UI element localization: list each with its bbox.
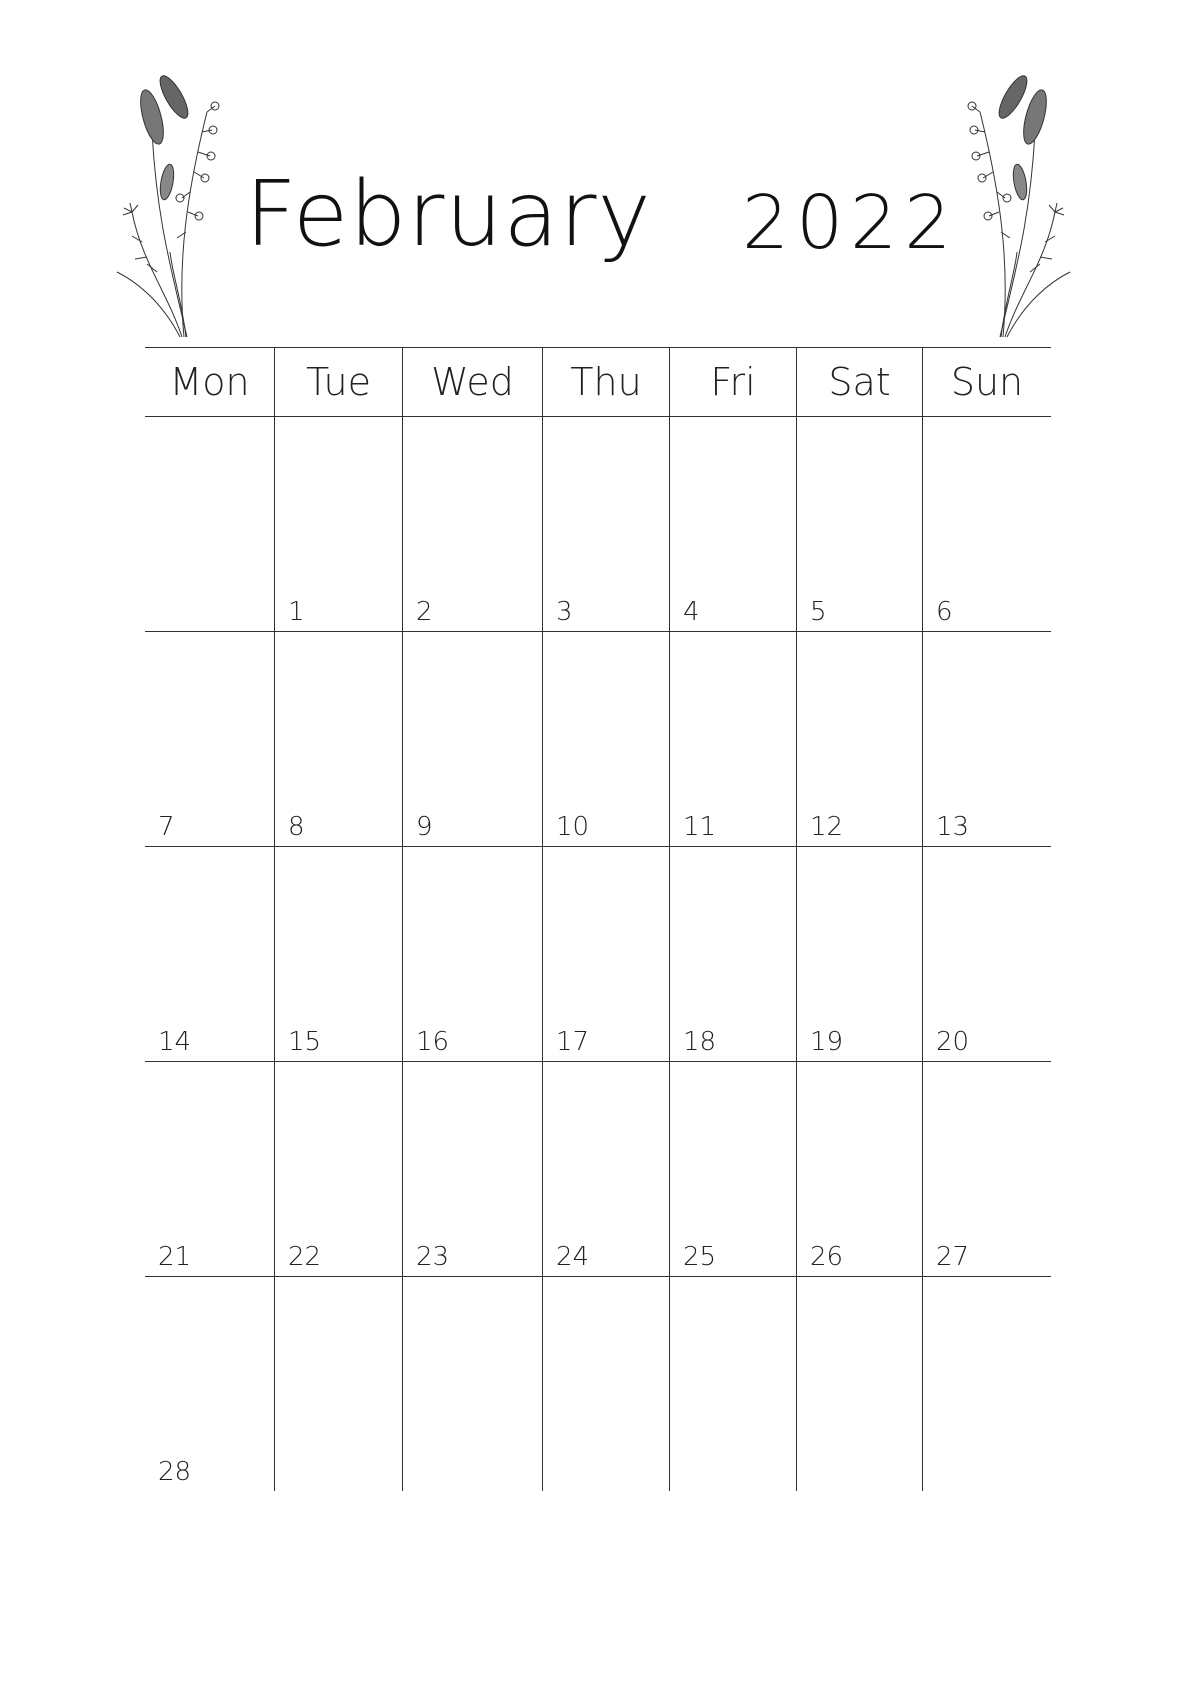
day-number: 13 [936, 812, 970, 842]
day-cell[interactable] [922, 417, 1051, 631]
week-row [145, 417, 1051, 632]
day-cell[interactable] [542, 1277, 669, 1491]
day-cell[interactable] [542, 847, 669, 1061]
day-cell[interactable] [145, 1277, 274, 1491]
day-number: 15 [288, 1027, 322, 1057]
day-cell[interactable] [274, 632, 402, 846]
day-cell[interactable] [274, 1277, 402, 1491]
day-cell[interactable] [669, 1277, 796, 1491]
day-cell[interactable] [922, 632, 1051, 846]
day-number: 4 [683, 597, 700, 627]
calendar-grid [145, 347, 1051, 1491]
day-cell[interactable] [796, 417, 922, 631]
day-number: 10 [556, 812, 590, 842]
weekday-fri: Fri [669, 348, 796, 416]
week-row [145, 1277, 1051, 1491]
day-number: 16 [416, 1027, 450, 1057]
day-cell[interactable] [145, 847, 274, 1061]
day-cell[interactable] [145, 1062, 274, 1276]
day-cell[interactable] [922, 1062, 1051, 1276]
day-cell[interactable] [402, 1277, 542, 1491]
day-cell[interactable] [274, 847, 402, 1061]
day-cell[interactable] [542, 1062, 669, 1276]
day-cell[interactable] [542, 417, 669, 631]
day-cell[interactable] [669, 1062, 796, 1276]
day-number: 27 [936, 1242, 970, 1272]
day-number: 1 [288, 597, 305, 627]
day-number: 23 [416, 1242, 450, 1272]
day-cell[interactable] [796, 1277, 922, 1491]
day-cell[interactable] [145, 417, 274, 631]
floral-sprig-icon [955, 72, 1075, 340]
day-number: 24 [556, 1242, 590, 1272]
day-cell[interactable] [274, 417, 402, 631]
day-number: 17 [556, 1027, 590, 1057]
day-number: 28 [158, 1457, 192, 1487]
day-number: 11 [683, 812, 717, 842]
day-cell[interactable] [542, 632, 669, 846]
day-number: 14 [158, 1027, 192, 1057]
day-cell[interactable] [922, 1277, 1051, 1491]
day-cell[interactable] [669, 632, 796, 846]
day-number: 18 [683, 1027, 717, 1057]
week-row [145, 632, 1051, 847]
day-number: 25 [683, 1242, 717, 1272]
day-number: 9 [416, 812, 433, 842]
weekday-wed: Wed [402, 348, 542, 416]
day-cell[interactable] [669, 847, 796, 1061]
year-title: 2022 [742, 180, 959, 266]
day-cell[interactable] [402, 847, 542, 1061]
weekday-sat: Sat [796, 348, 922, 416]
day-cell[interactable] [796, 1062, 922, 1276]
month-title: February [245, 162, 652, 267]
day-cell[interactable] [145, 632, 274, 846]
weekday-sun: Sun [922, 348, 1051, 416]
day-number: 2 [416, 597, 433, 627]
day-number: 26 [810, 1242, 844, 1272]
day-cell[interactable] [669, 417, 796, 631]
day-number: 6 [936, 597, 953, 627]
day-number: 21 [158, 1242, 192, 1272]
weekday-thu: Thu [542, 348, 669, 416]
day-cell[interactable] [274, 1062, 402, 1276]
day-cell[interactable] [402, 1062, 542, 1276]
day-number: 3 [556, 597, 573, 627]
day-number: 5 [810, 597, 827, 627]
day-cell[interactable] [796, 632, 922, 846]
day-cell[interactable] [402, 417, 542, 631]
day-cell[interactable] [796, 847, 922, 1061]
week-row [145, 847, 1051, 1062]
weekday-tue: Tue [274, 348, 402, 416]
day-cell[interactable] [402, 632, 542, 846]
day-number: 19 [810, 1027, 844, 1057]
day-number: 8 [288, 812, 305, 842]
day-cell[interactable] [922, 847, 1051, 1061]
weekday-header-row [145, 347, 1051, 417]
day-number: 7 [158, 812, 175, 842]
day-number: 22 [288, 1242, 322, 1272]
week-row [145, 1062, 1051, 1277]
day-number: 20 [936, 1027, 970, 1057]
weekday-mon: Mon [169, 360, 250, 404]
floral-sprig-icon [112, 72, 232, 340]
day-number: 12 [810, 812, 844, 842]
